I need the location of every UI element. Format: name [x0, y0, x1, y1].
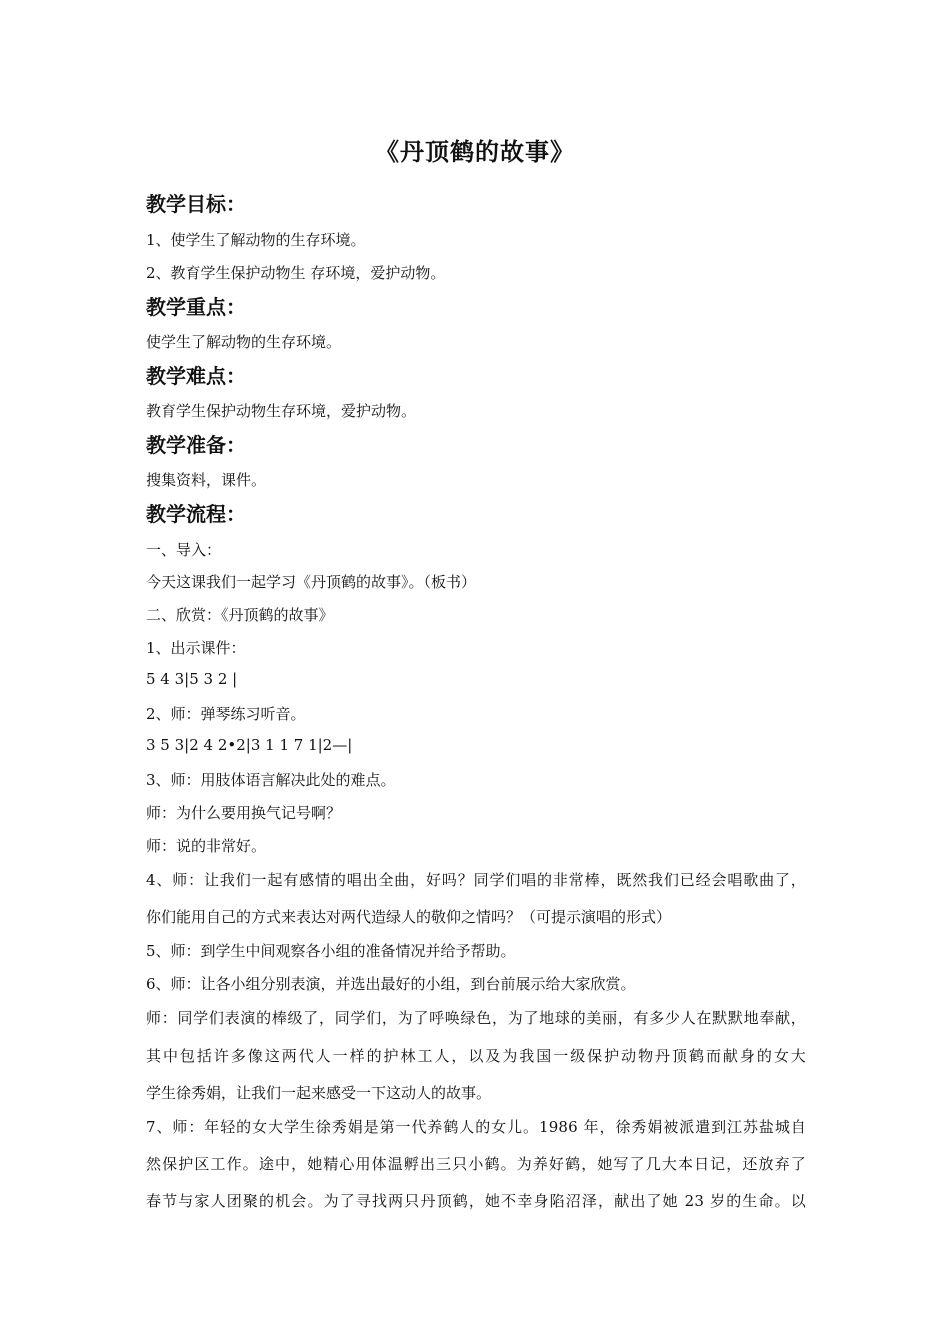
difficulty-text: 教育学生保护动物生存环境，爱护动物。 [146, 402, 417, 420]
page-title: 《丹顶鹤的故事》 [375, 138, 575, 166]
heading-teaching-goals: 教学目标： [146, 192, 246, 216]
flow-line: 3、师：用肢体语言解决此处的难点。 [146, 771, 396, 789]
flow-line: 今天这课我们一起学习《丹顶鹤的故事》。（板书） [146, 573, 477, 591]
flow-line: 2、师：弹琴练习听音。 [146, 705, 306, 723]
paragraph-line: 学生徐秀娟，让我们一起来感受一下这动人的故事。 [146, 1084, 492, 1102]
heading-teaching-key: 教学重点： [146, 295, 246, 319]
heading-teaching-flow: 教学流程： [146, 502, 246, 526]
paragraph-line: 师：同学们表演的棒级了，同学们，为了呼唤绿色，为了地球的美丽，有多少人在默默地奉献， [146, 1009, 806, 1027]
paragraph-line: 4、师：让我们一起有感情的唱出全曲，好吗？同学们唱的非常棒，既然我们已经会唱歌曲了， [146, 871, 806, 889]
flow-line: 一、导入： [146, 541, 222, 559]
flow-line: 二、欣赏：《丹顶鹤的故事》 [146, 606, 334, 624]
key-text: 使学生了解动物的生存环境。 [146, 333, 342, 351]
notation-line: 5 4 3|5 3 2 | [146, 670, 238, 688]
paragraph-line: 春节与家人团聚的机会。为了寻找两只丹顶鹤，她不幸身陷沼泽，献出了她 23 岁的生命。以 [146, 1192, 806, 1210]
prep-text: 搜集资料，课件。 [146, 471, 267, 489]
flow-line: 师：说的非常好。 [146, 837, 267, 855]
paragraph-line: 其中包括许多像这两代人一样的护林工人，以及为我国一级保护动物丹顶鹤而献身的女大 [146, 1047, 806, 1065]
flow-line: 6、师：让各小组分别表演，并选出最好的小组，到台前展示给大家欣赏。 [146, 975, 636, 993]
flow-line: 5、师：到学生中间观察各小组的准备情况并给予帮助。 [146, 942, 516, 960]
paragraph-line: 然保护区工作。途中，她精心用体温孵出三只小鹤。为养好鹤，她写了几大本日记，还放弃了 [146, 1155, 806, 1173]
goal-item: 1、使学生了解动物的生存环境。 [146, 231, 366, 249]
notation-line: 3 5 3|2 4 2•2|3 1 1 7 1|2—| [146, 736, 353, 754]
heading-teaching-prep: 教学准备： [146, 433, 246, 457]
heading-teaching-difficulty: 教学难点： [146, 364, 246, 388]
paragraph-line: 7、师：年轻的女大学生徐秀娟是第一代养鹤人的女儿。1986 年，徐秀娟被派遣到江苏盐城自 [146, 1118, 806, 1136]
goal-item: 2、教育学生保护动物生 存环境，爱护动物。 [146, 264, 446, 282]
flow-line: 1、出示课件： [146, 639, 246, 657]
paragraph-line: 你们能用自己的方式来表达对两代造绿人的敬仰之情吗？（可提示演唱的形式） [146, 908, 672, 926]
flow-line: 师：为什么要用换气记号啊？ [146, 804, 342, 822]
